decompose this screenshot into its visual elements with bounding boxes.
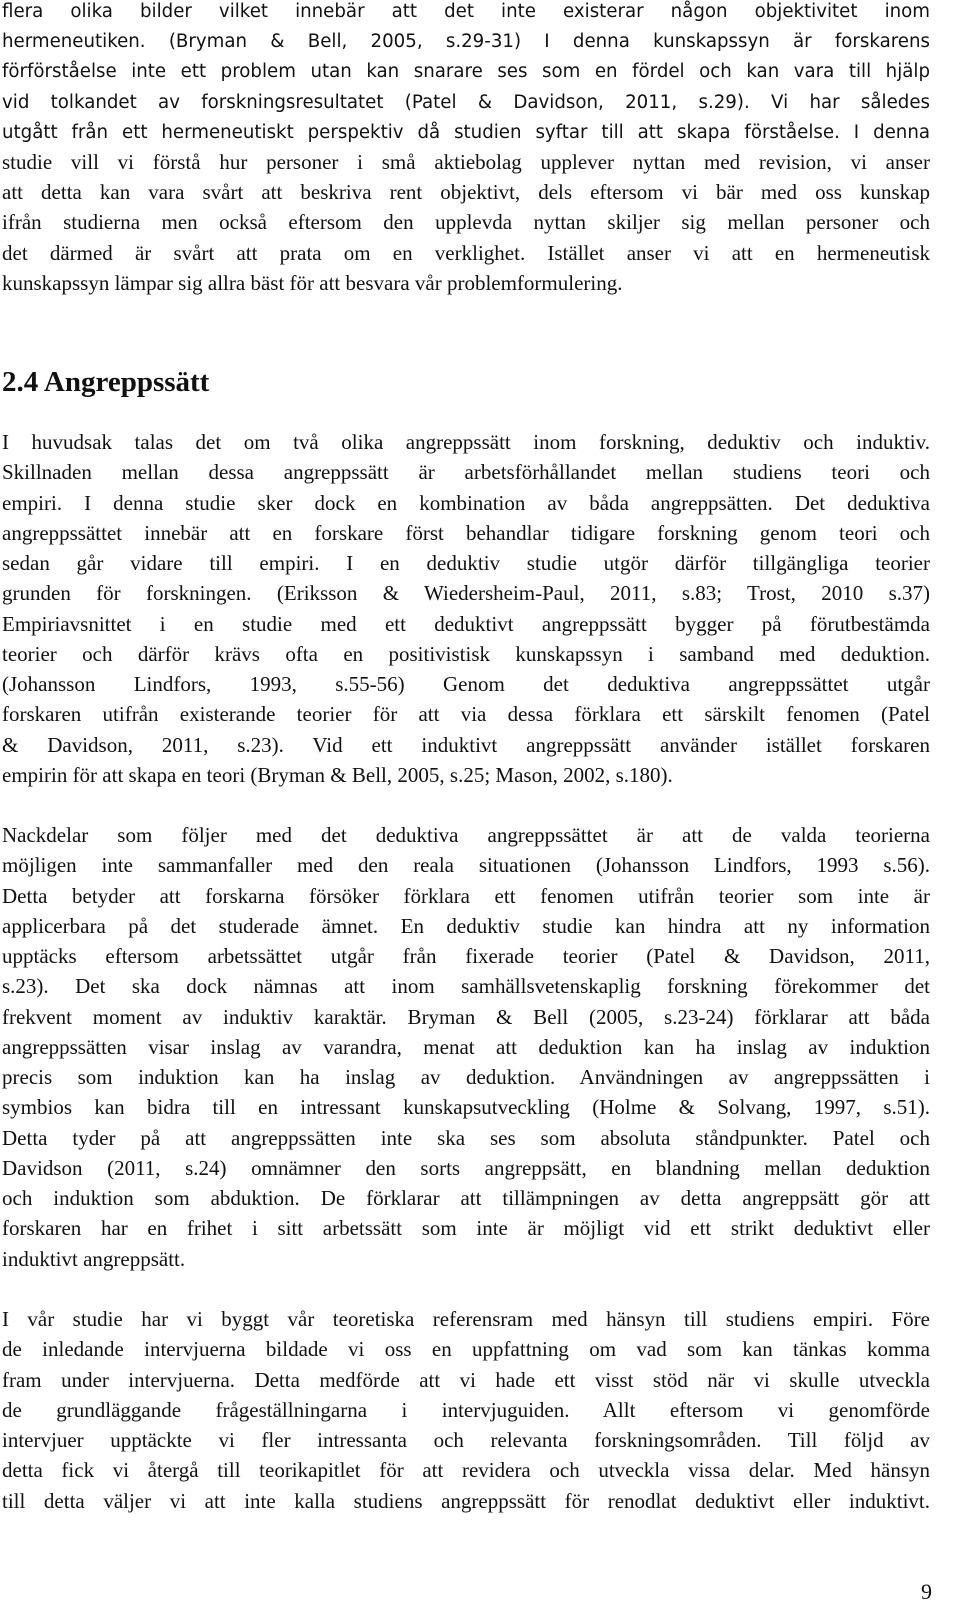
text-line: I vår studie har vi byggt vår teoretiska referensram med hänsyn till studiens empiri. Före xyxy=(2,1307,930,1331)
text-line: detta fick vi återgå till teorikapitlet för att revidera och utveckla vissa delar. Med hänsyn xyxy=(2,1458,930,1482)
text-line: s.23). Det ska dock nämnas att inom samhällsvetenskaplig forskning förekommer det xyxy=(2,974,930,998)
text-line: Nackdelar som följer med det deduktiva angreppssättet är att de valda teorierna xyxy=(2,823,930,847)
text-line: applicerbara på det studerade ämnet. En deduktiv studie kan hindra att ny information xyxy=(2,914,930,938)
text-line: Davidson (2011, s.24) omnämner den sorts angreppsätt, en blandning mellan deduktion xyxy=(2,1156,930,1180)
section-heading: 2.4 Angreppssätt xyxy=(2,366,210,398)
text-line: angreppssätten visar inslag av varandra, menat att deduktion kan ha inslag av induktion xyxy=(2,1035,930,1059)
text-line: Detta tyder på att angreppssätten inte ska ses som absoluta ståndpunkter. Patel och xyxy=(2,1126,930,1150)
text-line: flera olika bilder vilket innebär att det inte existerar någon objektivitet inom xyxy=(2,1,930,22)
text-line: forskaren utifrån existerande teorier för att via dessa förklara ett särskilt fenomen (Patel xyxy=(2,702,930,726)
text-line: upptäcks eftersom arbetssättet utgår från fixerade teorier (Patel & Davidson, 2011, xyxy=(2,944,930,968)
text-line: det därmed är svårt att prata om en verklighet. Istället anser vi att en hermeneutisk xyxy=(2,241,930,265)
text-line: grunden för forskningen. (Eriksson & Wiedersheim-Paul, 2011, s.83; Trost, 2010 s.37) xyxy=(2,581,930,605)
text-line: hermeneutiken. (Bryman & Bell, 2005, s.29-31) I denna kunskapssyn är forskarens xyxy=(2,31,930,52)
text-line: I huvudsak talas det om två olika angreppssätt inom forskning, deduktiv och induktiv. xyxy=(2,430,930,454)
text-line: induktivt angreppsätt. xyxy=(2,1247,186,1271)
text-line: de inledande intervjuerna bildade vi oss en uppfattning om vad som kan tänkas komma xyxy=(2,1337,930,1361)
text-line: utgått från ett hermeneutiskt perspektiv då studien syftar till att skapa förståelse. I denna xyxy=(2,122,930,143)
text-line: symbios kan bidra till en intressant kunskapsutveckling (Holme & Solvang, 1997, s.51). xyxy=(2,1095,930,1119)
text-line: Detta betyder att forskarna försöker förklara ett fenomen utifrån teorier som inte är xyxy=(2,884,930,908)
text-line: till detta väljer vi att inte kalla studiens angreppssätt för renodlat deduktivt eller induktivt. xyxy=(2,1489,930,1513)
text-line: möjligen inte sammanfaller med den reala situationen (Johansson Lindfors, 1993 s.56). xyxy=(2,853,930,877)
text-line: de grundläggande frågeställningarna i intervjuguiden. Allt eftersom vi genomförde xyxy=(2,1398,930,1422)
text-line: forskaren har en frihet i sitt arbetssätt som inte är möjligt vid ett strikt deduktivt eller xyxy=(2,1216,930,1240)
text-line: (Johansson Lindfors, 1993, s.55-56) Genom det deduktiva angreppssättet utgår xyxy=(2,672,930,696)
text-line: ifrån studierna men också eftersom den upplevda nyttan skiljer sig mellan personer och xyxy=(2,210,930,234)
text-line: sedan går vidare till empiri. I en deduktiv studie utgör därför tillgängliga teorier xyxy=(2,551,930,575)
text-line: frekvent moment av induktiv karaktär. Bryman & Bell (2005, s.23-24) förklarar att båda xyxy=(2,1005,930,1029)
text-line: empiri. I denna studie sker dock en kombination av båda angreppsätten. Det deduktiva xyxy=(2,491,930,515)
text-line: empirin för att skapa en teori (Bryman & Bell, 2005, s.25; Mason, 2002, s.180). xyxy=(2,763,673,787)
text-line: studie vill vi förstå hur personer i små aktiebolag upplever nyttan med revision, vi anser xyxy=(2,150,930,174)
text-line: vid tolkandet av forskningsresultatet (Patel & Davidson, 2011, s.29). Vi har således xyxy=(2,92,930,113)
text-line: Skillnaden mellan dessa angreppssätt är arbetsförhållandet mellan studiens teori och xyxy=(2,460,930,484)
text-line: intervjuer upptäckte vi fler intressanta och relevanta forskningsområden. Till följd av xyxy=(2,1428,930,1452)
text-line: precis som induktion kan ha inslag av deduktion. Användningen av angreppssätten i xyxy=(2,1065,930,1089)
text-line: fram under intervjuerna. Detta medförde att vi hade ett visst stöd när vi skulle utveckla xyxy=(2,1368,930,1392)
text-line: & Davidson, 2011, s.23). Vid ett induktivt angreppssätt använder istället forskaren xyxy=(2,733,930,757)
text-line: och induktion som abduktion. De förklarar att tillämpningen av detta angreppsätt gör att xyxy=(2,1186,930,1210)
text-line: förförståelse inte ett problem utan kan snarare ses som en fördel och kan vara till hjälp xyxy=(2,61,930,82)
text-line: Empiriavsnittet i en studie med ett deduktivt angreppssätt bygger på förutbestämda xyxy=(2,612,930,636)
text-line: kunskapssyn lämpar sig allra bäst för att besvara vår problemformulering. xyxy=(2,271,623,295)
text-line: angreppssättet innebär att en forskare först behandlar tidigare forskning genom teori och xyxy=(2,521,930,545)
text-line: att detta kan vara svårt att beskriva rent objektivt, dels eftersom vi bär med oss kunskap xyxy=(2,180,930,204)
text-line: teorier och därför krävs ofta en positivistisk kunskapssyn i samband med deduktion. xyxy=(2,642,930,666)
page-number: 9 xyxy=(921,1579,932,1604)
